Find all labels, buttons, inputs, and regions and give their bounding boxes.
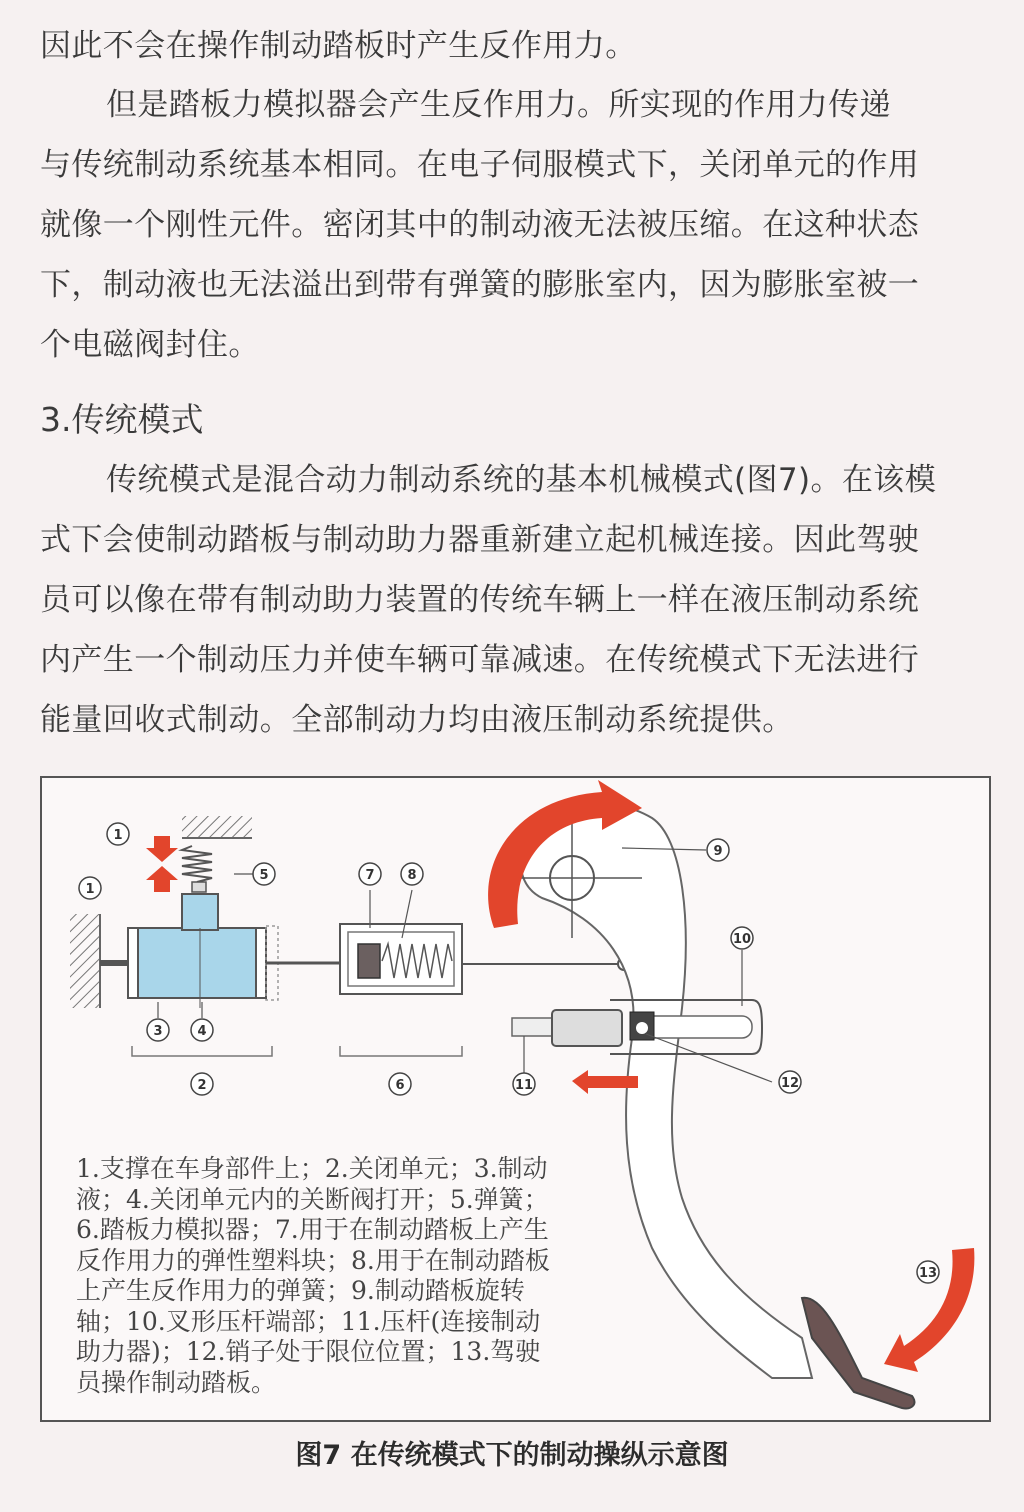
svg-text:8: 8: [407, 868, 417, 883]
callout-marker: [107, 823, 129, 845]
svg-text:5: 5: [259, 868, 269, 883]
svg-text:9: 9: [713, 844, 723, 859]
section-heading: 3.传统模式: [40, 400, 204, 439]
legend-line: 上产生反作用力的弹簧；9.制动踏板旋转: [76, 1276, 525, 1305]
callout-marker: [191, 1073, 213, 1095]
closing-unit: [100, 894, 278, 1008]
paragraph-3: [40, 450, 990, 750]
callout-marker: [147, 1019, 169, 1041]
legend-line: 员操作制动踏板。: [76, 1367, 277, 1397]
legend-line: 6.踏板力模拟器；7.用于在制动踏板上产生: [76, 1215, 549, 1244]
svg-text:11: 11: [514, 1078, 534, 1093]
callout-marker: [253, 863, 275, 885]
wall-support: [70, 914, 100, 1008]
callout-marker: [707, 839, 729, 861]
text-line: 内产生一个制动压力并使车辆可靠减速。在传统模式下无法进行: [40, 642, 920, 678]
text-line: 员可以像在带有制动助力装置的传统车辆上一样在液压制动系统: [40, 582, 920, 618]
paragraph-1: [40, 16, 990, 76]
svg-text:12: 12: [780, 1076, 800, 1091]
bracket-6: [340, 1046, 462, 1056]
text-line: 能量回收式制动。全部制动力均由液压制动系统提供。: [40, 702, 794, 738]
callout-marker: [79, 877, 101, 899]
text-line: 个电磁阀封住。: [40, 327, 260, 363]
svg-text:2: 2: [197, 1078, 207, 1093]
callout-marker: [191, 1019, 213, 1041]
legend-line: 液；4.关闭单元内的关断阀打开；5.弹簧；: [76, 1184, 549, 1214]
svg-text:6: 6: [395, 1078, 405, 1093]
svg-text:1: 1: [113, 828, 123, 843]
paragraph-2: [40, 75, 990, 375]
text-line: 式下会使制动踏板与制动助力器重新建立起机械连接。因此驾驶: [40, 522, 920, 558]
legend-line: 轴；10.叉形压杆端部；11.压杆(连接制动: [76, 1306, 541, 1336]
svg-text:1: 1: [85, 882, 95, 897]
callout-marker: [359, 863, 381, 885]
callout-marker: [389, 1073, 411, 1095]
bracket-2: [132, 1046, 272, 1056]
svg-text:3: 3: [153, 1024, 163, 1039]
callout-marker: [917, 1261, 939, 1283]
svg-text:4: 4: [197, 1024, 207, 1039]
figure-caption: 图7 在传统模式下的制动操纵示意图: [295, 1440, 729, 1471]
text-line: 就像一个刚性元件。密闭其中的制动液无法被压缩。在这种状态: [40, 207, 920, 243]
callout-marker: [731, 927, 753, 949]
legend-line: 1.支撑在车身部件上；2.关闭单元；3.制动: [76, 1154, 548, 1183]
legend-line: 助力器)；12.销子处于限位位置；13.驾驶: [76, 1337, 541, 1366]
callout-marker: [779, 1071, 801, 1093]
svg-text:7: 7: [365, 868, 375, 883]
text-line: 下，制动液也无法溢出到带有弹簧的膨胀室内，因为膨胀室被一: [40, 267, 920, 303]
text-line: 传统模式是混合动力制动系统的基本机械模式(图7)。在该模: [106, 462, 937, 498]
text-line: 因此不会在操作制动踏板时产生反作用力。: [40, 28, 637, 64]
callout-marker: [513, 1073, 535, 1095]
text-line: 与传统制动系统基本相同。在电子伺服模式下，关闭单元的作用: [40, 147, 920, 183]
ceiling-support: [182, 816, 252, 838]
svg-text:10: 10: [732, 932, 752, 947]
figure-7: [40, 776, 991, 1422]
pedal-force-simulator: [340, 924, 630, 994]
callout-marker: [401, 863, 423, 885]
red-arrow-down: [146, 836, 178, 862]
legend-line: 反作用力的弹性塑料块；8.用于在制动踏板: [76, 1245, 550, 1275]
spring-5: [182, 846, 212, 882]
red-arrow-up: [146, 866, 178, 892]
valve-stem: [192, 882, 206, 892]
svg-text:13: 13: [918, 1266, 938, 1281]
figure-legend: [76, 1154, 616, 1398]
text-line: 但是踏板力模拟器会产生反作用力。所实现的作用力传递: [106, 87, 891, 123]
